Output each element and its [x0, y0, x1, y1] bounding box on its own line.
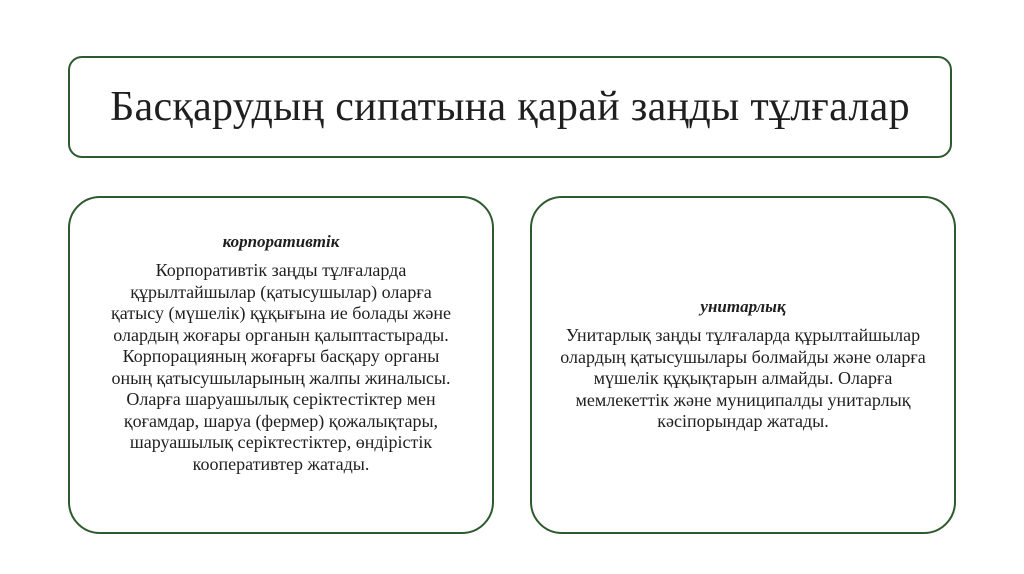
unitary-heading: унитарлық	[700, 297, 786, 317]
corporate-heading: корпоративтік	[222, 232, 340, 251]
corporate-card	[68, 196, 494, 534]
unitary-description: Унитарлық заңды тұлғаларда құрылтайшылар олардың қатысушылары болмайды және оларға мүшелік құқықтарын алмайды. Оларға мемлекеттік және муниципалды унитарлық кәсіпорындар жатады.	[560, 325, 926, 432]
unitary-card	[530, 196, 956, 534]
title-box	[68, 56, 952, 158]
slide-title: Басқарудың сипатына қарай заңды тұлғалар	[110, 84, 910, 130]
corporate-description: Корпоративтік заңды тұлғаларда құрылтайшылар (қатысушылар) оларға қатысу (мүшелік) құқығына ие болады және олардың жоғары органын қалыптастырады. Корпорацияның жоғарғы басқару органы оның қатысушыларының жалпы жиналысы. Оларға шаруашылық серіктестіктер мен қоғамдар, шаруа (фермер) қожалықтары, шаруашылық серіктестіктер, өндірістік кооперативтер жатады.	[111, 260, 451, 474]
